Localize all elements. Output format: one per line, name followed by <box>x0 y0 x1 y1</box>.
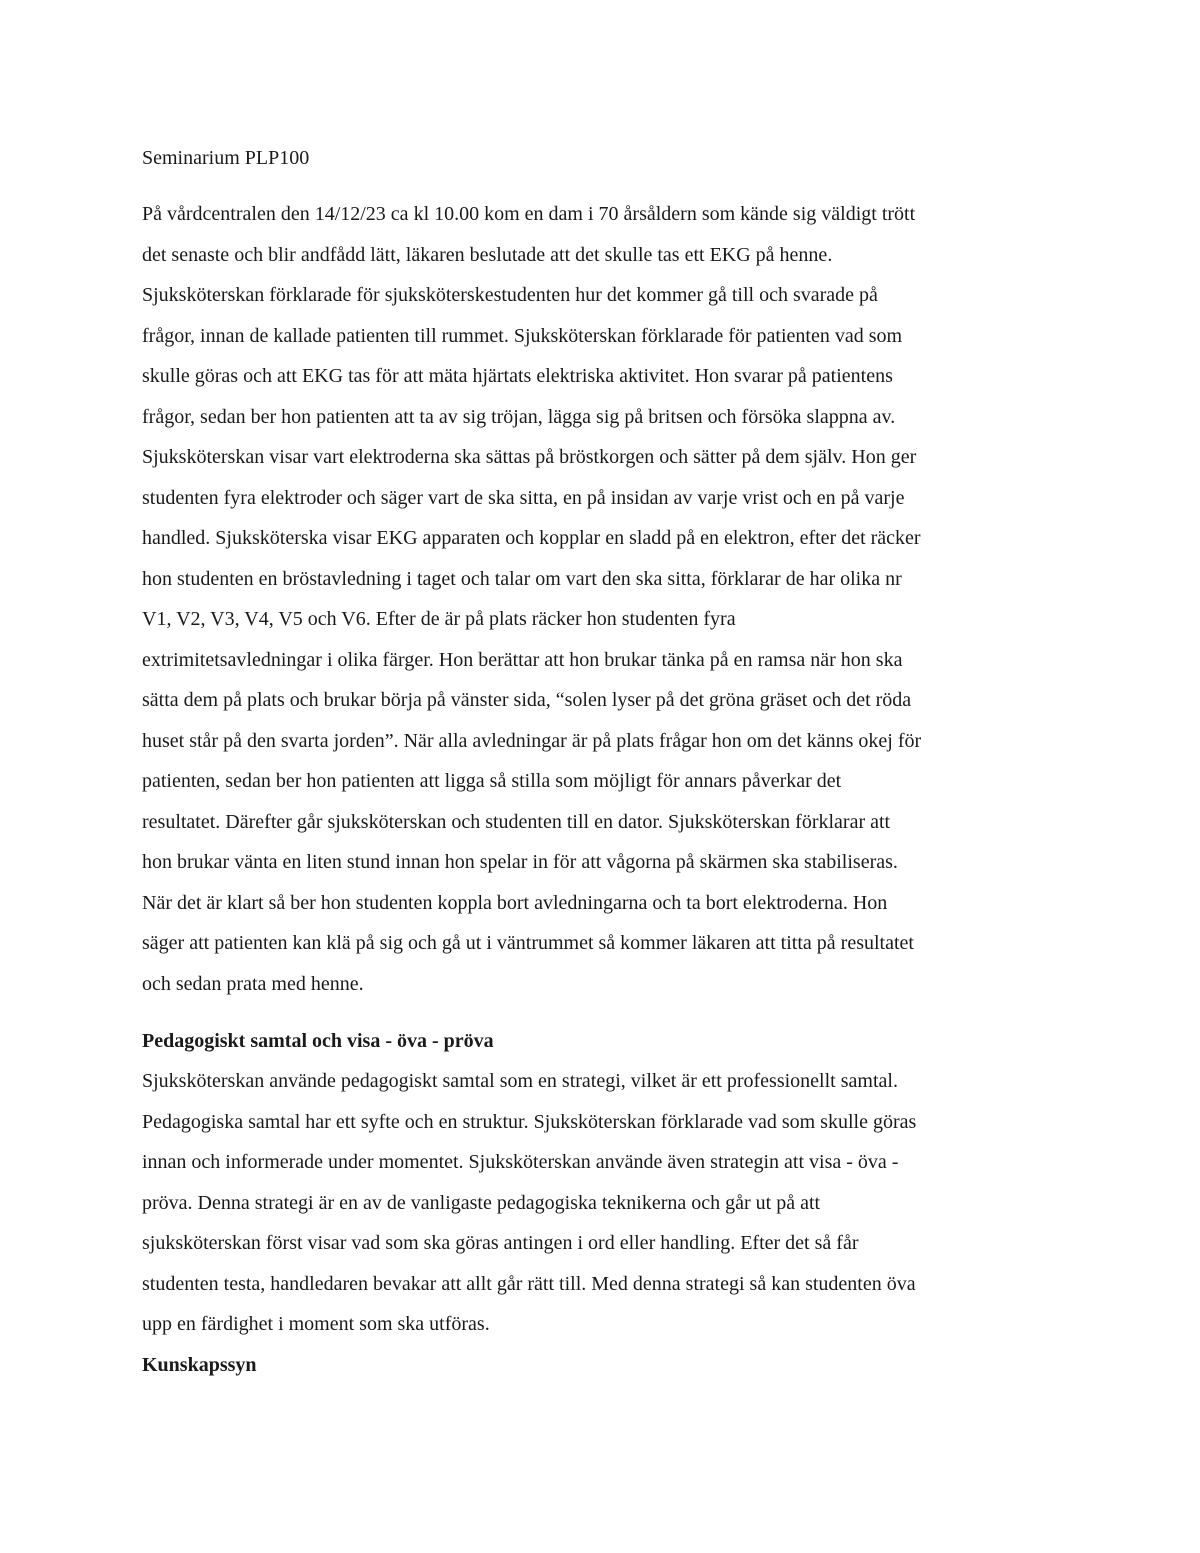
text-line: hon studenten en bröstavledning i taget och talar om vart den ska sitta, förklarar de har olika nr <box>142 567 902 590</box>
text-line: studenten fyra elektroder och säger vart de ska sitta, en på insidan av varje vrist och en på varje <box>142 486 905 509</box>
text-line: det senaste och blir andfådd lätt, läkaren beslutade att det skulle tas ett EKG på henne. <box>142 243 833 266</box>
text-line: När det är klart så ber hon studenten koppla bort avledningarna och ta bort elektroderna. Hon <box>142 891 888 914</box>
text-line: pröva. Denna strategi är en av de vanligaste pedagogiska teknikerna och går ut på att <box>142 1191 821 1214</box>
text-line: sjuksköterskan först visar vad som ska göras antingen i ord eller handling. Efter det så får <box>142 1232 859 1254</box>
section-heading-pedagogy: Pedagogiskt samtal och visa - öva - pröva <box>142 1030 494 1052</box>
text-line: extrimitetsavledningar i olika färger. Hon berättar att hon brukar tänka på en ramsa när hon ska <box>142 648 903 671</box>
text-line: innan och informerade under momentet. Sjuksköterskan använde även strategin att visa - öva - <box>142 1151 899 1173</box>
text-line: patienten, sedan ber hon patienten att ligga så stilla som möjligt för annars påverkar det <box>142 770 842 792</box>
text-line: upp en färdighet i moment som ska utföras. <box>142 1313 490 1335</box>
text-line: säger att patienten kan klä på sig och gå ut i väntrummet så kommer läkaren att titta på resultatet <box>142 932 914 954</box>
text-line: studenten testa, handledaren bevakar att allt går rätt till. Med denna strategi så kan studenten öva <box>142 1272 916 1295</box>
text-line: frågor, sedan ber hon patienten att ta av sig tröjan, lägga sig på britsen och försöka slappna av. <box>142 405 896 428</box>
text-line: Pedagogiska samtal har ett syfte och en struktur. Sjuksköterskan förklarade vad som skulle göras <box>142 1110 917 1133</box>
text-line: resultatet. Därefter går sjuksköterskan och studenten till en dator. Sjuksköterskan förklarar att <box>142 810 891 833</box>
section-heading-knowledge: Kunskapssyn <box>142 1353 257 1376</box>
text-line: Sjuksköterskan förklarade för sjuksköterskestudenten hur det kommer gå till och svarade på <box>142 284 878 306</box>
text-line: huset står på den svarta jorden”. När alla avledningar är på plats frågar hon om det känns okej för <box>142 729 922 752</box>
text-line: hon brukar vänta en liten stund innan hon spelar in för att vågorna på skärmen ska stabiliseras. <box>142 851 898 873</box>
text-line: handled. Sjuksköterska visar EKG apparaten och kopplar en sladd på en elektron, efter det räcker <box>142 527 921 549</box>
text-line: Sjuksköterskan använde pedagogiskt samtal som en strategi, vilket är ett professionellt samtal. <box>142 1070 898 1092</box>
text-line: skulle göras och att EKG tas för att mäta hjärtats elektriska aktivitet. Hon svarar på patientens <box>142 365 893 387</box>
paragraph-pedagogy <box>142 1061 1062 1345</box>
text-line: På vårdcentralen den 14/12/23 ca kl 10.00 kom en dam i 70 årsåldern som kände sig väldigt trött <box>142 203 916 225</box>
text-line: och sedan prata med henne. <box>142 972 364 995</box>
text-line: V1, V2, V3, V4, V5 och V6. Efter de är på plats räcker hon studenten fyra <box>142 608 736 630</box>
text-line: sätta dem på plats och brukar börja på vänster sida, “solen lyser på det gröna gräset och det röda <box>142 689 912 711</box>
document-title: Seminarium PLP100 <box>142 147 310 169</box>
document-body <box>142 140 1062 1385</box>
paragraph-observation <box>142 194 1062 1004</box>
text-line: Sjuksköterskan visar vart elektroderna ska sättas på bröstkorgen och sätter på dem själv. Hon ger <box>142 446 917 468</box>
text-line: frågor, innan de kallade patienten till rummet. Sjuksköterskan förklarade för patienten vad som <box>142 324 903 347</box>
